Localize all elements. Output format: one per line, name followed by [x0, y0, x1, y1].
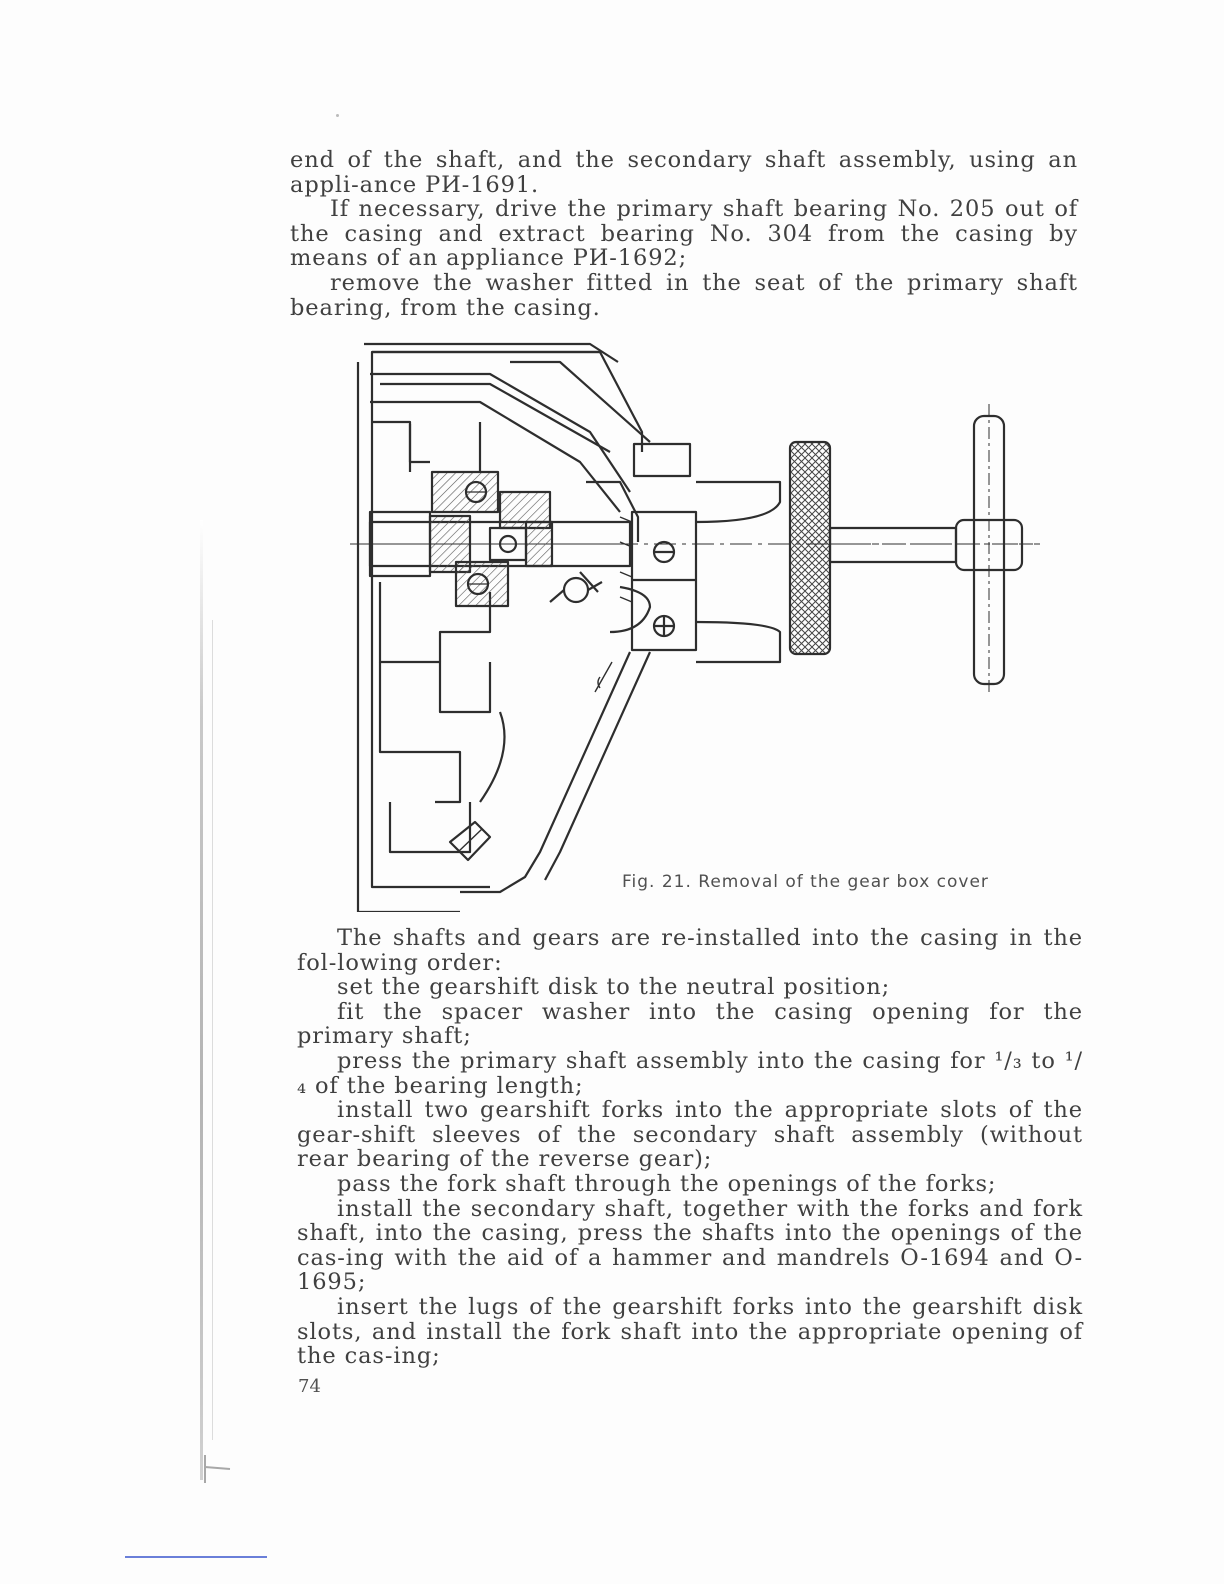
paragraph: If necessary, drive the primary shaft bearing No. 205 out of the casing and extract bearing No. 304 from the casing by means of an appliance PИ-1692;: [290, 196, 1078, 272]
bearing-upper: [432, 472, 498, 512]
paragraph: install two gearshift forks into the appropriate slots of the gear-shift sleeves of the secondary shaft assembly (without rear bearing of the reverse gear);: [297, 1097, 1083, 1173]
paragraph: The shafts and gears are re-installed into the casing in the fol-lowing order:: [297, 925, 1083, 976]
paragraph: install the secondary shaft, together with the forks and fork shaft, into the casing, press the shafts into the openings of the cas-ing with the aid of a hammer and mandrels O-1694 and O-1695;: [297, 1195, 1083, 1296]
figure-caption: Fig. 21. Removal of the gear box cover: [622, 872, 989, 892]
paragraph: press the primary shaft assembly into the casing for ¹/₃ to ¹/₄ of the bearing length;: [297, 1047, 1083, 1099]
binding-edge-shadow: [200, 520, 203, 1480]
puller-screw: [830, 528, 1040, 562]
figure-gearbox-puller: [350, 332, 1040, 912]
paragraph: fit the spacer washer into the casing opening for the primary shaft;: [297, 998, 1083, 1050]
speck: [336, 114, 339, 117]
t-handle: [956, 404, 1022, 692]
text-block-top: [290, 148, 1078, 320]
binding-corner-mark: [200, 1455, 260, 1485]
bottom-link-underline[interactable]: [125, 1556, 267, 1558]
casing: [358, 344, 618, 912]
paragraph: pass the fork shaft through the openings of the forks;: [337, 1170, 997, 1197]
page-number: 74: [298, 1376, 321, 1397]
bearing-center: [490, 492, 552, 566]
puller-yoke: [370, 352, 650, 892]
knurled-nut: [790, 442, 830, 654]
text-block-bottom: [297, 926, 1083, 1369]
paragraph: remove the washer fitted in the seat of the primary shaft bearing, from the casing.: [290, 269, 1078, 321]
paragraph: set the gearshift disk to the neutral position;: [337, 974, 891, 1001]
paragraph: end of the shaft, and the secondary shaft assembly, using an appli-ance PИ-1691.: [290, 147, 1078, 198]
sleeve-clamp: [620, 444, 780, 662]
binding-edge-line: [212, 620, 213, 1440]
technical-drawing: [350, 332, 1040, 912]
bearing-lower: [456, 562, 508, 606]
paragraph: insert the lugs of the gearshift forks into the gearshift disk slots, and install the fork shaft into the appropriate opening of the cas-ing;: [297, 1293, 1083, 1370]
